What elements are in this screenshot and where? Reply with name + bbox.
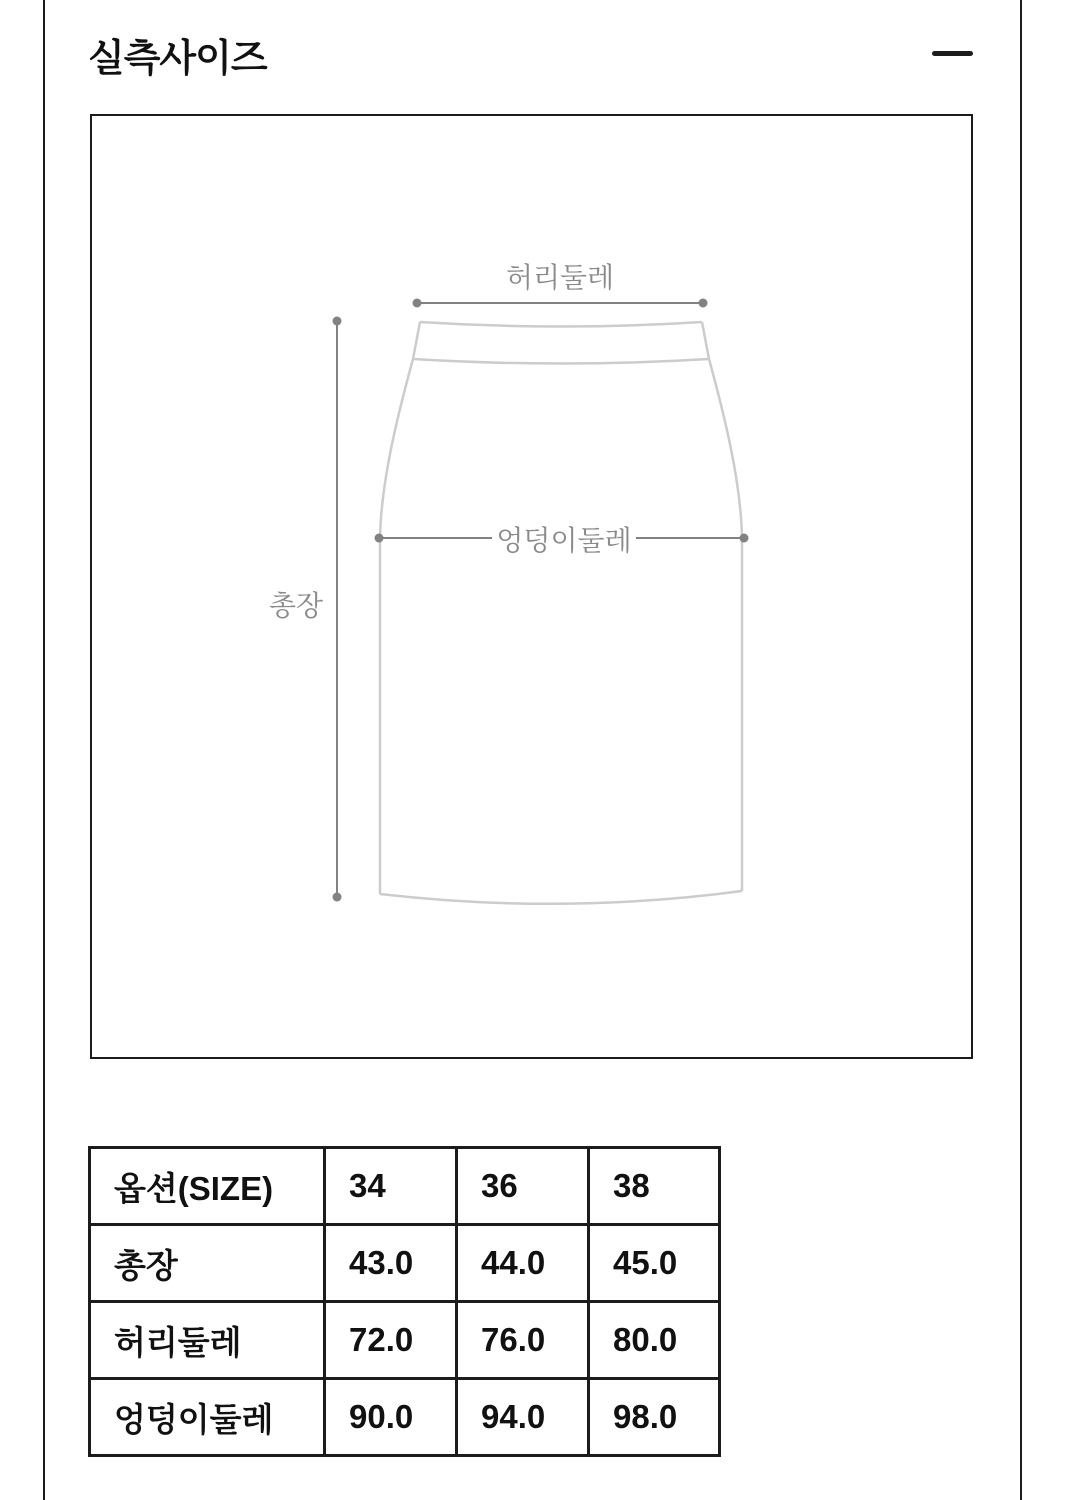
size-table-header-row [90,1148,720,1225]
waist-label: 허리둘레 [505,262,615,293]
hip-label: 엉덩이둘레 [496,525,632,556]
collapse-section-button[interactable] [924,34,980,72]
row-label: 총장 [90,1225,325,1302]
cell-value: 72.0 [325,1302,457,1379]
length-label: 총장 [269,590,324,621]
cell-value: 90.0 [325,1379,457,1456]
size-diagram-box [90,114,973,1059]
minus-icon [932,51,973,56]
size-table [88,1146,721,1457]
table-row-length [90,1225,720,1302]
cell-value: 80.0 [589,1302,720,1379]
row-label: 허리둘레 [90,1302,325,1379]
size-table-header-36: 36 [457,1148,589,1225]
cell-value: 44.0 [457,1225,589,1302]
table-row-hip [90,1379,720,1456]
waist-measure-line [413,299,708,308]
cell-value: 94.0 [457,1379,589,1456]
size-table-header-38: 38 [589,1148,720,1225]
left-page-border [43,0,45,1500]
table-row-waist [90,1302,720,1379]
size-table-header-option: 옵션(SIZE) [90,1148,325,1225]
section-title: 실측사이즈 [88,38,267,80]
length-measure-line [333,317,342,902]
right-page-border [1020,0,1022,1500]
size-table-header-34: 34 [325,1148,457,1225]
cell-value: 98.0 [589,1379,720,1456]
cell-value: 45.0 [589,1225,720,1302]
cell-value: 43.0 [325,1225,457,1302]
skirt-outline [380,322,742,904]
cell-value: 76.0 [457,1302,589,1379]
row-label: 엉덩이둘레 [90,1379,325,1456]
